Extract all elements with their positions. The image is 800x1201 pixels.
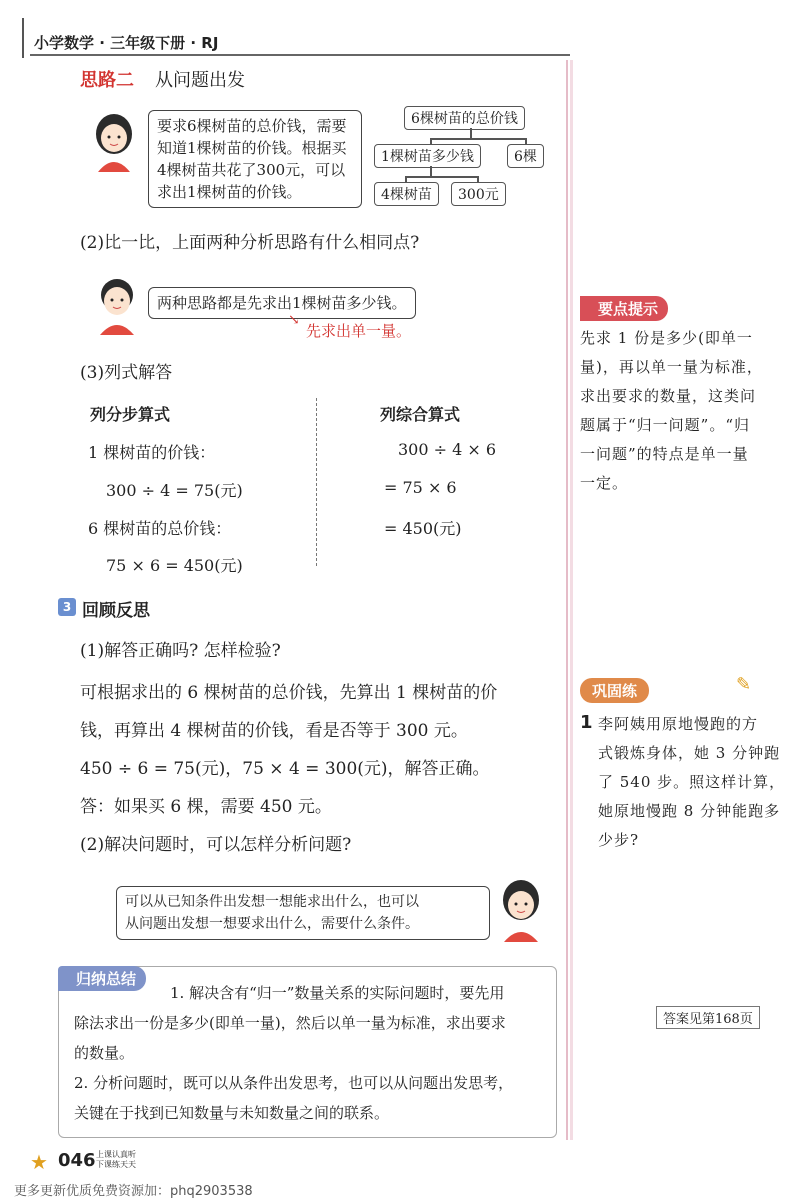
review-p1: 可根据求出的 6 棵树苗的总价钱，先算出 1 棵树苗的价 xyxy=(80,683,498,703)
idea2-title: 从问题出发 xyxy=(155,70,245,91)
q2-arrow: ↘ xyxy=(288,312,300,328)
boy-avatar-icon xyxy=(92,275,142,335)
q2-text: (2)比一比，上面两种分析思路有什么相同点? xyxy=(80,233,420,253)
steps-line4: 75 × 6 = 450(元) xyxy=(106,556,243,575)
review-title: 回顾反思 xyxy=(82,601,150,621)
exercise-num: 1 xyxy=(580,712,593,733)
tip-tag: 要点提示 xyxy=(580,296,668,321)
tip-text xyxy=(580,324,780,498)
exercise-text xyxy=(598,710,788,855)
tree-left: 1棵树苗多少钱 xyxy=(374,144,481,168)
tip-line: 量)，再以单一量为标准， xyxy=(580,358,763,376)
margin-divider-shade xyxy=(570,60,573,1140)
footer-slogan xyxy=(96,1150,136,1170)
idea2-label: 思路二 xyxy=(80,70,134,91)
girl-avatar2-icon xyxy=(494,876,548,942)
tree-ll: 4棵树苗 xyxy=(374,182,439,206)
column-divider xyxy=(316,398,317,566)
steps-line2: 300 ÷ 4 = 75(元) xyxy=(106,481,243,500)
exercise-line: 了 540 步。照这样计算， xyxy=(598,773,786,791)
answer-ref: 答案见第168页 xyxy=(656,1006,760,1029)
tip-line: 题属于“归一问题”。“归 xyxy=(580,416,751,434)
slogan-line: 上课认真听 xyxy=(96,1150,136,1159)
review-p2: 钱，再算出 4 棵树苗的价钱，看是否等于 300 元。 xyxy=(80,721,468,741)
review-q1: (1)解答正确吗? 怎样检验? xyxy=(80,641,281,661)
tip-line: 求出要求的数量，这类问 xyxy=(580,387,757,405)
girl-avatar-icon xyxy=(88,110,140,172)
tree-lr: 300元 xyxy=(451,182,506,206)
pencil-icon: ✎ xyxy=(736,674,752,695)
review-num: 3 xyxy=(58,598,76,616)
exercise-line: 少步? xyxy=(598,831,640,849)
summary-line3: 的数量。 xyxy=(74,1044,135,1062)
tree-root: 6棵树苗的总价钱 xyxy=(404,106,525,130)
q2-bubble: 两种思路都是先求出1棵树苗多少钱。 xyxy=(148,287,416,319)
review-p4: 答：如果买 6 棵，需要 450 元。 xyxy=(80,797,332,817)
page-number: 046 xyxy=(58,1150,96,1171)
tip-line: 一问题”的特点是单一量 xyxy=(580,445,749,463)
summary-tag: 归纳总结 xyxy=(58,966,146,991)
review-q2: (2)解决问题时，可以怎样分析问题? xyxy=(80,835,352,855)
exercise-line: 她原地慢跑 8 分钟能跑多 xyxy=(598,802,781,820)
tree-branch2 xyxy=(405,176,478,178)
book-title: 小学数学 · 三年级下册 · RJ xyxy=(34,34,219,52)
combined-heading: 列综合算式 xyxy=(380,405,461,424)
footer-source: 更多更新优质免费资源加：phq2903538 xyxy=(14,1184,253,1199)
review-bubble-line2: 从问题出发想一想要求出什么，需要什么条件。 xyxy=(125,916,419,932)
review-bubble xyxy=(116,886,490,940)
header-rule-left xyxy=(22,18,24,58)
tree-stem2 xyxy=(430,166,432,176)
exercise-line: 式锻炼身体，她 3 分钟跑 xyxy=(598,744,781,762)
tree-branch xyxy=(430,138,526,140)
summary-line5: 关键在于找到已知数量与未知数量之间的联系。 xyxy=(74,1104,390,1122)
exercise-tag: 巩固练 xyxy=(580,678,649,703)
combined-line2: = 75 × 6 xyxy=(384,478,457,497)
steps-line1: 1 棵树苗的价钱： xyxy=(88,443,216,462)
combined-line1: 300 ÷ 4 × 6 xyxy=(398,440,497,459)
review-p3: 450 ÷ 6 = 75(元)，75 × 4 = 300(元)，解答正确。 xyxy=(80,759,490,779)
tree-right: 6棵 xyxy=(507,144,544,168)
tip-line: 先求 1 份是多少(即单一 xyxy=(580,329,753,347)
combined-line3: = 450(元) xyxy=(384,519,462,538)
steps-heading: 列分步算式 xyxy=(90,405,171,424)
tree-stem xyxy=(470,128,472,138)
summary-line4: 2. 分析问题时，既可以从条件出发思考，也可以从问题出发思考， xyxy=(74,1074,514,1092)
tip-line: 一定。 xyxy=(580,474,629,492)
summary-line1: 1. 解决含有“归一”数量关系的实际问题时，要先用 xyxy=(170,984,505,1002)
idea2-bubble: 要求6棵树苗的总价钱，需要知道1棵树苗的价钱。根据买4棵树苗共花了300元，可以求出1棵树苗的价钱。 xyxy=(148,110,362,208)
review-bubble-line1: 可以从已知条件出发想一想能求出什么，也可以 xyxy=(125,894,419,910)
q2-note: 先求出单一量。 xyxy=(306,322,412,340)
steps-line3: 6 棵树苗的总价钱： xyxy=(88,519,232,538)
exercise-line: 李阿姨用原地慢跑的方 xyxy=(598,715,759,733)
slogan-line: 下课练天天 xyxy=(96,1160,136,1169)
star-icon: ★ xyxy=(30,1150,48,1174)
header-rule xyxy=(30,54,570,56)
q3-text: (3)列式解答 xyxy=(80,363,173,383)
summary-line2: 除法求出一份是多少(即单一量)，然后以单一量为标准，求出要求 xyxy=(74,1014,506,1032)
margin-divider xyxy=(566,60,568,1140)
